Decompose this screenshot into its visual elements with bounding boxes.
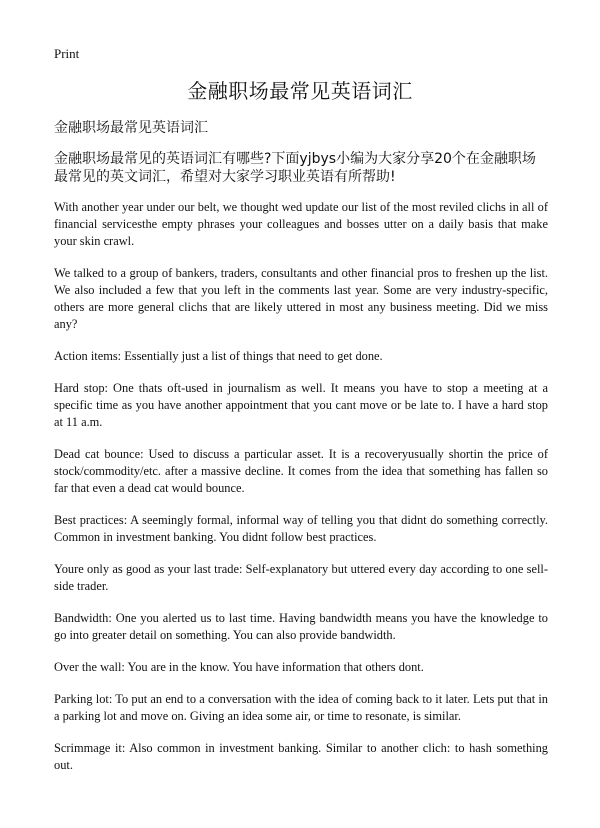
paragraph-intro: With another year under our belt, we thought wed update our list of the most reviled clichs in all of financial servicesthe empty phrases your colleagues and bosses utter on a daily basis that make your skin crawl. xyxy=(54,200,548,248)
term-best-practices: Best practices: A seemingly formal, informal way of telling you that didnt do something correctly. Common in investment banking. You didnt follow best practices. xyxy=(54,513,548,544)
term-parking-lot: Parking lot: To put an end to a conversation with the idea of coming back to it later. Lets put that in a parking lot and move on. Giving an idea some air, or time to resonate, is similar. xyxy=(54,692,548,723)
section-subtitle: 金融职场最常见英语词汇 xyxy=(54,120,208,136)
print-label[interactable]: Print xyxy=(54,46,80,61)
intro-paragraph: 金融职场最常见的英语词汇有哪些?下面yjbys小编为大家分享20个在金融职场最常见的英文词汇，希望对大家学习职业英语有所帮助! xyxy=(54,151,536,185)
term-hard-stop: Hard stop: One thats oft-used in journalism as well. It means you have to stop a meeting at a specific time as you have another appointment that you cant move or be late to. I have a hard stop at 11 a.m. xyxy=(54,381,548,429)
term-bandwidth: Bandwidth: One you alerted us to last time. Having bandwidth means you have the knowledge to go into greater detail on something. You can also provide bandwidth. xyxy=(54,611,548,642)
term-dead-cat-bounce: Dead cat bounce: Used to discuss a particular asset. It is a recoveryusually shortin the price of stock/commodity/etc. after a massive decline. It comes from the idea that something has fallen so far that even a dead cat would bounce. xyxy=(54,447,548,495)
paragraph-context: We talked to a group of bankers, traders, consultants and other financial pros to freshen up the list. We also included a few that you left in the comments last year. Some are very industry-specific, others are more general clichs that are likely uttered in most any business meeting. Did we miss any? xyxy=(54,266,548,331)
page-title: 金融职场最常见英语词汇 xyxy=(187,79,413,103)
term-scrimmage-it: Scrimmage it: Also common in investment banking. Similar to another clich: to hash something out. xyxy=(54,741,548,772)
article-body xyxy=(54,199,548,789)
term-last-trade: Youre only as good as your last trade: Self-explanatory but uttered every day according to one sell-side trader. xyxy=(54,562,548,593)
term-action-items: Action items: Essentially just a list of things that need to get done. xyxy=(54,349,383,363)
term-over-the-wall: Over the wall: You are in the know. You have information that others dont. xyxy=(54,660,424,674)
